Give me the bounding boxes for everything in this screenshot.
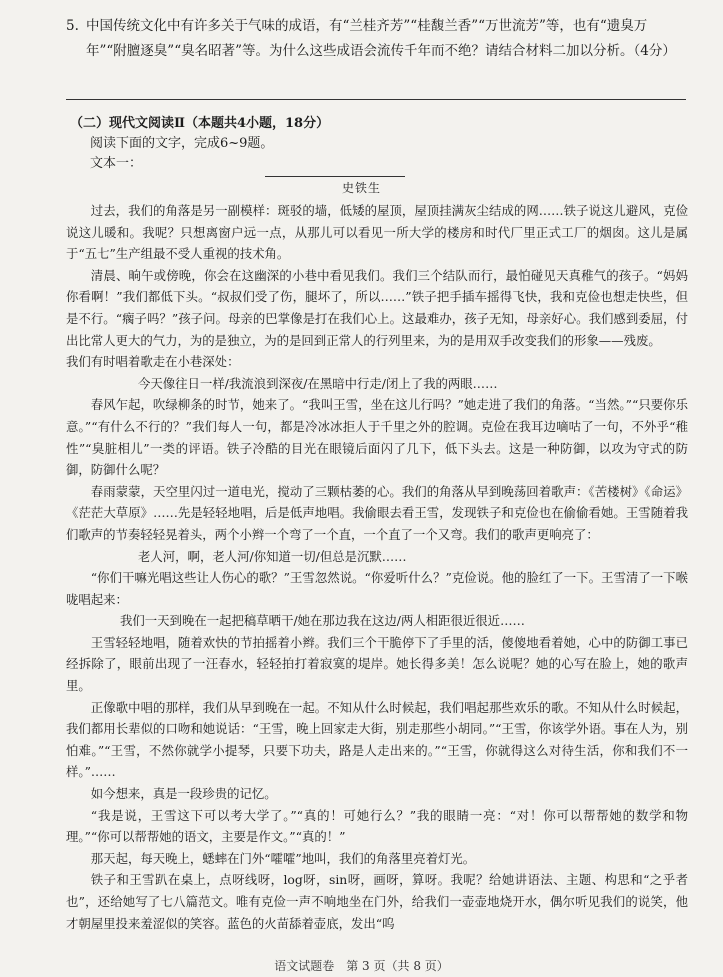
question-number: 5. (66, 18, 79, 34)
article-paragraph: 那天起，每天晚上，蟋蟀在门外“嚯嚯”地叫，我们的角落里亮着灯光。 (90, 850, 476, 866)
section-header (70, 114, 329, 174)
article-paragraph: 正像歌中唱的那样，我们从早到晚在一起。不知从什么时候起，我们唱起那些欢乐的歌。不知从什么时候起，我们都用长辈似的口吻和她说话：“王雪，晚上回家走大街，别走那些小胡同。”“王雪，你该学外语。事在人为，别怕难。”“王雪，不然你就学小提琴，只要下功夫，路是人走出来的。”“王雪，你就得这么对待生活，你和我们不一样。”…… (66, 699, 688, 780)
song-lyric: 我们一天到晚在一起把稿草晒干/她在那边我在这边/两人相距很近很近…… (120, 613, 525, 629)
article-paragraph: 春雨蒙蒙，天空里闪过一道电光，搅动了三颗枯萎的心。我们的角落从早到晚荡回着歌声：《苦楼树》《命运》《茫茫大草原》……先是轻轻地唱，后是低声地唱。我偷眼去看王雪，发现铁子和克俭也在偷偷看她。王雪随着我们歌声的节奏轻轻晃着头，两个小辫一个弯了一个直，一个直了一个又弯。我们的歌声更响亮了： (66, 483, 688, 542)
article-paragraph: 清晨、晌午或傍晚，你会在这幽深的小巷中看见我们。我们三个结队而行，最怕碰见天真稚气的孩子。“妈妈你看啊！”我们都低下头。“叔叔们受了伤，腿坏了，所以……”铁子把手插车摇得飞快，我和克俭也想走快些，但是不行。“瘸子吗？”孩子问。母亲的巴掌像是打在我们心上。这最难办，孩子无知，母亲好心。我们感到委屈，付出比常人更大的气力，为的是独立，为的是回到正常人的行列里来，为的是用双手改变我们的形象——残废。 (66, 267, 688, 348)
section-divider (66, 99, 686, 100)
article-paragraph: 过去，我们的角落是另一副模样：斑驳的墙，低矮的屋顶，屋顶挂满灰尘结成的网……铁子说这儿避风，克俭说这儿暖和。我呢？只想离窗户远一点，从那儿可以看见一所大学的楼房和时代厂里正式工厂的烟囱。这儿是属于“五七”生产组最不受人重视的技术角。 (66, 203, 688, 262)
song-lyric: 老人河，啊，老人河/你知道一切/但总是沉默…… (138, 548, 407, 564)
reading-instruction: 阅读下面的文字，完成6~9题。 (90, 136, 274, 151)
question-text: 中国传统文化中有许多关于气味的成语，有“兰桂齐芳”“桂馥兰香”“万世流芳”等，也有“遗臭万年”“附膻逐臭”“臭名昭著”等。为什么这些成语会流传千年而不绝？请结合材料二加以分析。（4分） (86, 18, 676, 59)
song-lyric: 今天像往日一样/我流浪到深夜/在黑暗中行走/闭上了我的两眼…… (138, 375, 498, 391)
text-label: 文本一： (90, 156, 143, 171)
article-paragraph: “我是说，王雪这下可以考大学了。”“真的！可她行么？”我的眼睛一亮：“对！你可以帮帮她的数学和物理。”“你可以帮帮她的语文，主要是作文。”“真的！” (66, 807, 688, 845)
article-paragraph: 如今想来，真是一段珍贵的记忆。 (90, 786, 277, 802)
author-rule (265, 176, 405, 177)
article-body (66, 200, 688, 934)
page-footer: 语文试题卷 第 3 页（共 8 页） (274, 959, 449, 973)
article-paragraph: 我们有时唱着歌走在小巷深处： (66, 354, 240, 370)
article-paragraph: 王雪轻轻地唱，随着欢快的节拍摇着小辫。我们三个干脆停下了手里的活，傻傻地看着她，心中的防御工事已经拆除了，眼前出现了一汪春水，轻轻拍打着寂寞的堤岸。她长得多美！怎么说呢？她的心写在脸上，她的歌声里。 (66, 634, 688, 694)
section-heading: （二）现代文阅读Ⅱ（本题共4小题，18分） (70, 116, 330, 131)
article-paragraph: 春风乍起，吹绿柳条的时节，她来了。“我叫王雪，坐在这儿行吗？”她走进了我们的角落。“当然。”“只要你乐意。”“有什么不行的？”我们每人一句，都是冷冰冰拒人于千里之外的腔调。克俭在我耳边嘀咕了一句，不外乎“稚性”“臭脏相儿”一类的评语。铁子冷酷的目光在眼镜后面闪了几下，低下头去。这是一种防御，以攻为守式的防御，防御什么呢？ (66, 397, 688, 478)
question-5 (66, 14, 684, 64)
article-paragraph: 铁子和王雪趴在桌上，点呀线呀，log呀，sin呀，画呀，算呀。我呢？给她讲语法、主题、构思和“之乎者也”，还给她写了七八篇范文。唯有克俭一声不响地坐在门外，给我们一壶壶地烧开水，偶尔听见我们的说笑，他才朝屋里投来羞涩似的笑容。蓝色的火苗舔着壶底，发出“呜 (66, 872, 688, 931)
article-paragraph: “你们干嘛光唱这些让人伤心的歌？”王雪忽然说。“你爱听什么？”克俭说。他的脸红了一下。王雪清了一下喉咙唱起来： (66, 570, 688, 607)
author-name: 史铁生 (341, 181, 381, 195)
